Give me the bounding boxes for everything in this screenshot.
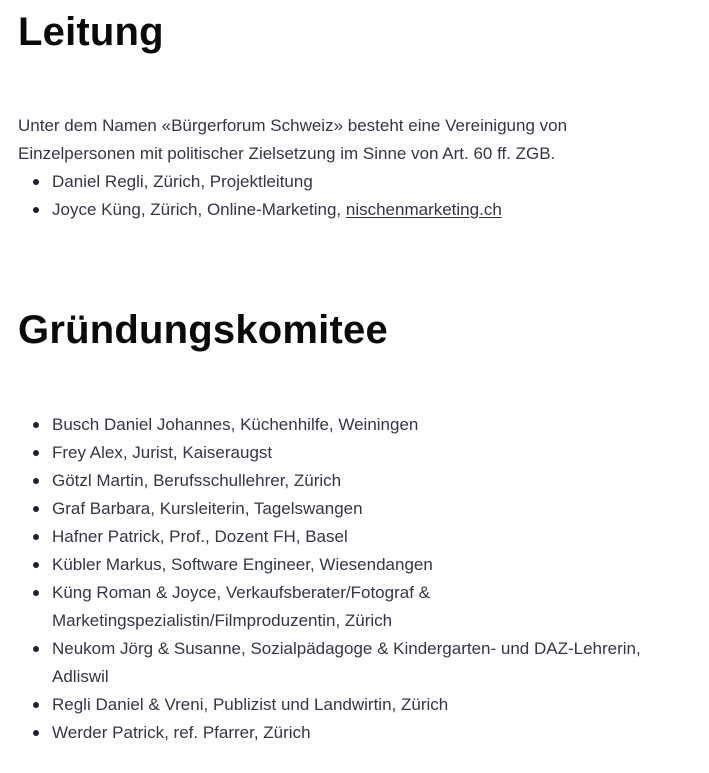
list-item [18,168,698,196]
list-item: Frey Alex, Jurist, Kaiseraugst [18,439,698,467]
list-item: Regli Daniel & Vreni, Publizist und Landwirtin, Zürich [18,691,698,719]
list-item: Busch Daniel Johannes, Küchenhilfe, Weiningen [18,411,698,439]
nischenmarketing-link[interactable]: nischenmarketing.ch [345,200,502,219]
list-item: Graf Barbara, Kursleiterin, Tagelswangen [18,495,698,523]
list-item: Götzl Martin, Berufsschullehrer, Zürich [18,467,698,495]
intro-paragraph: Unter dem Namen «Bürgerforum Schweiz» besteht eine Vereinigung von Einzelpersonen mit politischer Zielsetzung im Sinne von Art. 60 ff. ZGB. [18,116,568,163]
list-item: Küng Roman & Joyce, Verkaufsberater/Fotograf & Marketingspezialistin/Filmproduzentin, Zürich [18,579,698,635]
heading-leitung: Leitung [18,10,164,54]
list-item: Neukom Jörg & Susanne, Sozialpädagoge & Kindergarten- und DAZ-Lehrerin, Adliswil [18,635,698,691]
heading-gruendungskomitee: Gründungskomitee [18,308,388,352]
list-item [18,196,698,224]
list-item: Werder Patrick, ref. Pfarrer, Zürich [18,719,698,747]
leitung-list [18,168,698,224]
list-item: Kübler Markus, Software Engineer, Wiesendangen [18,551,698,579]
list-item-text: Daniel Regli, Zürich, Projektleitung [52,172,313,191]
komitee-list [18,411,698,747]
list-item-text: Joyce Küng, Zürich, Online-Marketing, [52,200,346,219]
list-item: Hafner Patrick, Prof., Dozent FH, Basel [18,523,698,551]
